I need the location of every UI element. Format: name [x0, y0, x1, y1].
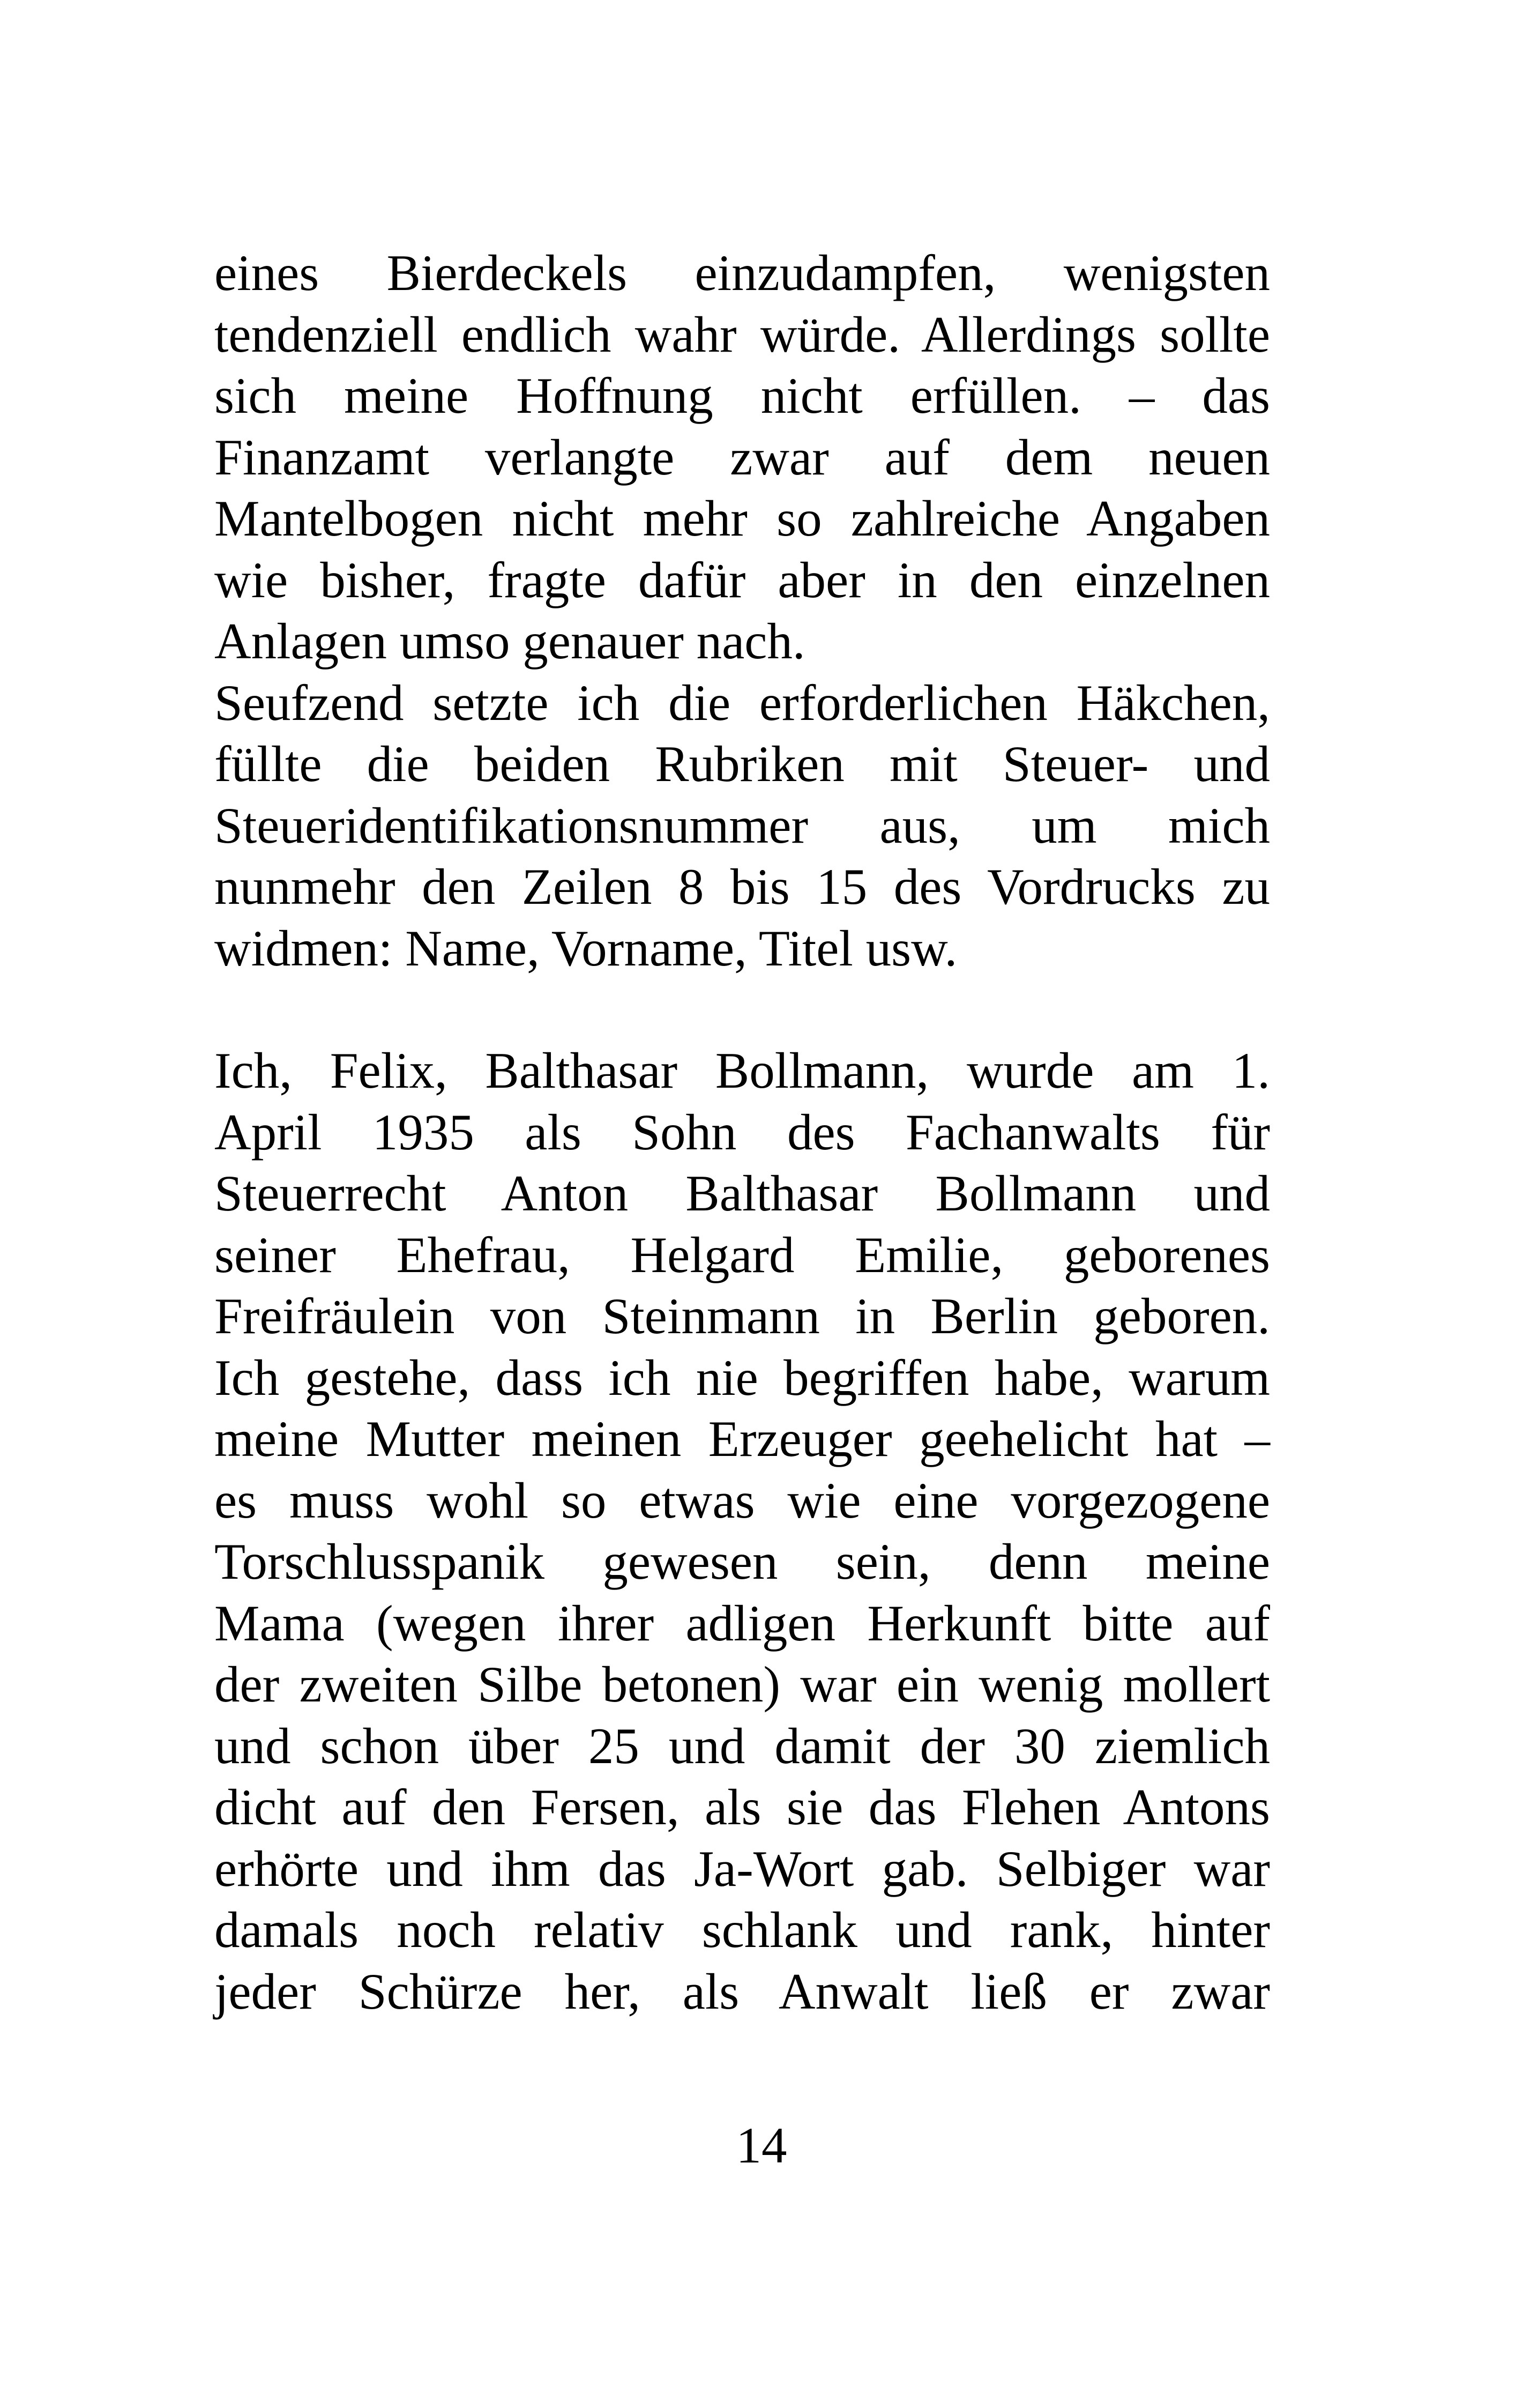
text-line: dicht auf den Fersen, als sie das Flehen Antons: [214, 1779, 1270, 1835]
page-number: 14: [736, 2117, 787, 2174]
paragraph-1: [214, 242, 1270, 672]
text-line: seiner Ehefrau, Helgard Emilie, geborenes: [214, 1226, 1270, 1283]
text-line: jeder Schürze her, als Anwalt ließ er zwar: [214, 1963, 1270, 2020]
text-line: Freifräulein von Steinmann in Berlin geboren.: [214, 1288, 1270, 1344]
body-text-top: [214, 242, 1270, 979]
text-line: Ich, Felix, Balthasar Bollmann, wurde am 1.: [214, 1042, 1270, 1099]
text-line: wie bisher, fragte dafür aber in den einzelnen: [214, 551, 1270, 608]
text-line: und schon über 25 und damit der 30 ziemlich: [214, 1717, 1270, 1774]
paragraph-2: [214, 672, 1270, 979]
text-line: Finanzamt verlangte zwar auf dem neuen: [214, 428, 1270, 486]
paragraph-3: [214, 1040, 1270, 2022]
text-line: April 1935 als Sohn des Fachanwalts für: [214, 1103, 1270, 1161]
text-line: Ich gestehe, dass ich nie begriffen habe, warum: [214, 1349, 1270, 1406]
text-line: Seufzend setzte ich die erforderlichen Häkchen,: [214, 674, 1270, 731]
text-line: nunmehr den Zeilen 8 bis 15 des Vordrucks zu: [214, 858, 1270, 915]
text-line: Torschlusspanik gewesen sein, denn meine: [214, 1533, 1270, 1590]
text-line: Anlagen umso genauer nach.: [214, 613, 805, 670]
text-line: erhörte und ihm das Ja-Wort gab. Selbiger war: [214, 1840, 1270, 1897]
text-line: damals noch relativ schlank und rank, hinter: [214, 1901, 1270, 1958]
text-line: meine Mutter meinen Erzeuger geehelicht hat –: [214, 1410, 1270, 1467]
text-line: sich meine Hoffnung nicht erfüllen. – das: [214, 367, 1270, 424]
text-line: Steuerrecht Anton Balthasar Bollmann und: [214, 1165, 1270, 1222]
text-line: Mama (wegen ihrer adligen Herkunft bitte auf: [214, 1594, 1270, 1652]
text-line: tendenziell endlich wahr würde. Allerdings sollte: [214, 306, 1270, 363]
text-line: Mantelbogen nicht mehr so zahlreiche Angaben: [214, 490, 1270, 547]
text-line: Steueridentifikationsnummer aus, um mich: [214, 797, 1270, 854]
text-line: widmen: Name, Vorname, Titel usw.: [214, 919, 958, 977]
text-line: füllte die beiden Rubriken mit Steuer- und: [214, 735, 1270, 792]
text-line: es muss wohl so etwas wie eine vorgezogene: [214, 1471, 1270, 1529]
text-line: der zweiten Silbe betonen) war ein wenig mollert: [214, 1656, 1270, 1713]
body-text-bottom: [214, 1040, 1270, 2022]
text-line: eines Bierdeckels einzudampfen, wenigsten: [214, 244, 1270, 301]
